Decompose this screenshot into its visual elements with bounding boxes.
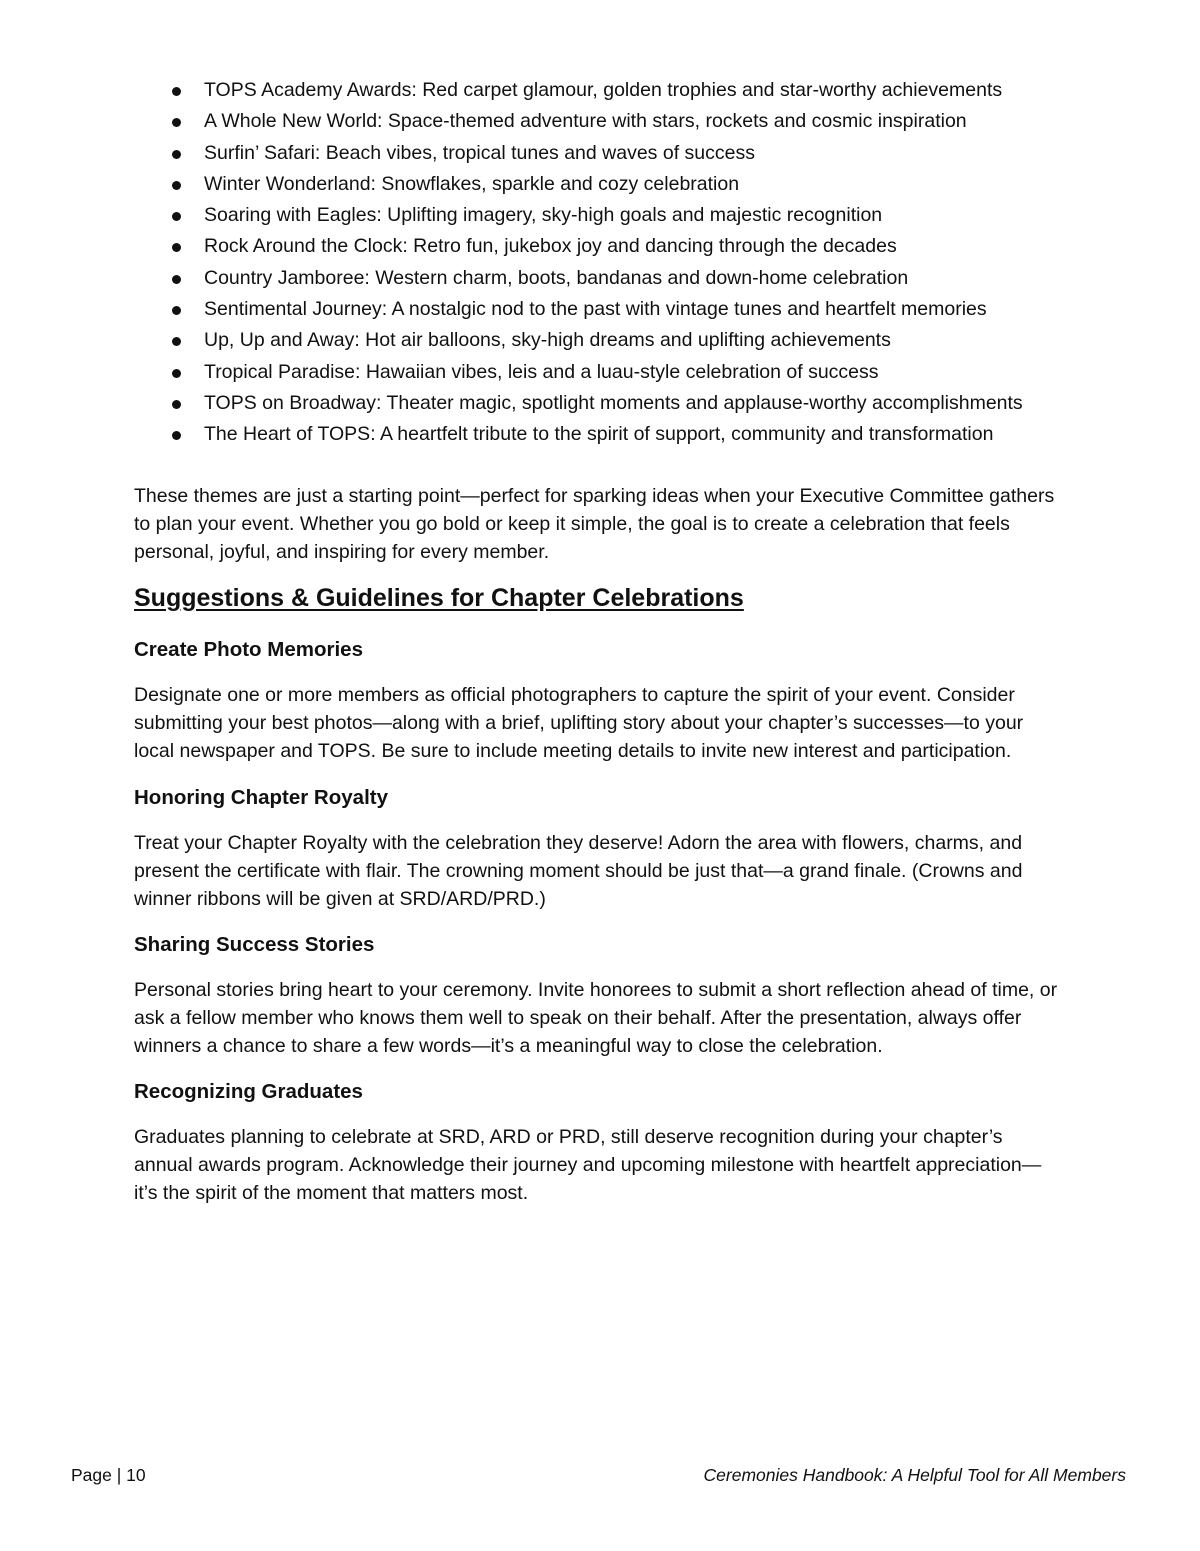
bullet-icon — [172, 118, 181, 127]
theme-text: The Heart of TOPS: A heartfelt tribute to the spirit of support, community and transformation — [204, 423, 994, 446]
theme-text: Country Jamboree: Western charm, boots, bandanas and down-home celebration — [204, 266, 909, 289]
theme-text: Up, Up and Away: Hot air balloons, sky-high dreams and uplifting achievements — [204, 329, 891, 352]
page-number: Page | 10 — [71, 1465, 146, 1485]
theme-text: Surfin’ Safari: Beach vibes, tropical tunes and waves of success — [204, 141, 755, 164]
theme-list-item — [170, 357, 1070, 388]
subsection-photo-memories — [134, 636, 1064, 766]
bullet-icon — [172, 275, 181, 284]
theme-list-item — [170, 200, 1070, 231]
theme-text: TOPS Academy Awards: Red carpet glamour, golden trophies and star-worthy achievements — [204, 79, 1003, 101]
subsection-success-stories — [134, 931, 1064, 1061]
subsection-title: Recognizing Graduates — [134, 1080, 363, 1103]
theme-list-item — [170, 419, 1070, 450]
subsection-title: Sharing Success Stories — [134, 933, 375, 956]
bullet-icon — [172, 212, 181, 221]
theme-list-item — [170, 138, 1070, 169]
theme-list-item — [170, 325, 1070, 356]
theme-text: Winter Wonderland: Snowflakes, sparkle and cozy celebration — [204, 172, 740, 195]
subsection-graduates — [134, 1078, 1064, 1208]
bullet-icon — [172, 150, 181, 159]
theme-list-item — [170, 106, 1070, 137]
bullet-icon — [172, 87, 181, 96]
bullet-icon — [172, 369, 181, 378]
theme-text: Tropical Paradise: Hawaiian vibes, leis and a luau-style celebration of success — [204, 360, 879, 383]
subsection-body: Personal stories bring heart to your ceremony. Invite honorees to submit a short reflection ahead of time, or ask a fellow member who knows them well to speak on their behalf. After the presentation, always offer winners a chance to share a few words—it’s a meaningful way to close the celebration. — [134, 979, 1058, 1058]
theme-text: Soaring with Eagles: Uplifting imagery, sky-high goals and majestic recognition — [204, 204, 883, 227]
subsection-title: Create Photo Memories — [134, 638, 363, 661]
theme-list-item — [170, 263, 1070, 294]
theme-text: A Whole New World: Space-themed adventure with stars, rockets and cosmic inspiration — [204, 110, 967, 133]
document-title-footer: Ceremonies Handbook: A Helpful Tool for All Members — [703, 1465, 1126, 1485]
bullet-icon — [172, 431, 181, 440]
theme-list — [170, 75, 1070, 451]
intro-paragraph: These themes are just a starting point—perfect for sparking ideas when your Executive Committee gathers to plan your event. Whether you go bold or keep it simple, the goal is to create a celebration that feels personal, joyful, and inspiring for every member. — [134, 485, 1055, 564]
bullet-icon — [172, 181, 181, 190]
theme-list-item — [170, 231, 1070, 262]
theme-text: Rock Around the Clock: Retro fun, jukebox joy and dancing through the decades — [204, 235, 897, 258]
subsection-body: Treat your Chapter Royalty with the celebration they deserve! Adorn the area with flowers, charms, and present the certificate with flair. The crowning moment should be just that—a grand finale. (Crowns and winner ribbons will be given at SRD/ARD/PRD.) — [134, 832, 1023, 911]
bullet-icon — [172, 306, 181, 315]
theme-list-item — [170, 169, 1070, 200]
bullet-icon — [172, 243, 181, 252]
subsection-chapter-royalty — [134, 784, 1064, 914]
theme-list-item — [170, 388, 1070, 419]
theme-list-item — [170, 294, 1070, 325]
bullet-icon — [172, 337, 181, 346]
subsection-body: Designate one or more members as official photographers to capture the spirit of your event. Consider submitting your best photos—along with a brief, uplifting story about your chapter’s successes—to your local newspaper and TOPS. Be sure to include meeting details to invite new interest and participation. — [134, 684, 1024, 763]
theme-list-item — [170, 75, 1070, 106]
bullet-icon — [172, 400, 181, 409]
theme-text: Sentimental Journey: A nostalgic nod to the past with vintage tunes and heartfelt memories — [204, 298, 987, 321]
theme-text: TOPS on Broadway: Theater magic, spotlight moments and applause-worthy accomplishments — [204, 391, 1023, 414]
section-heading: Suggestions & Guidelines for Chapter Celebrations — [134, 584, 744, 612]
subsection-body: Graduates planning to celebrate at SRD, ARD or PRD, still deserve recognition during your chapter’s annual awards program. Acknowledge their journey and upcoming milestone with heartfelt appreciation—it’s the spirit of the moment that matters most. — [134, 1126, 1042, 1205]
subsection-title: Honoring Chapter Royalty — [134, 786, 388, 809]
